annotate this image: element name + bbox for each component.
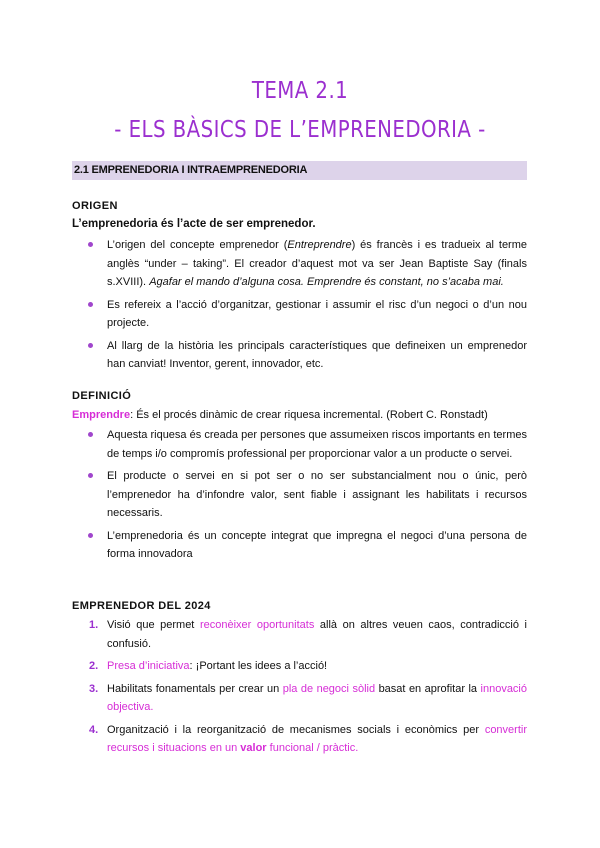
text-highlight: convertir recursos i situacions en un: [107, 723, 527, 754]
definicio-term: Emprendre: [72, 409, 131, 421]
emprenedor-list: [89, 616, 527, 762]
text: : És el procés dinàmic de crear riquesa incremental. (Robert C. Ronstadt): [130, 409, 488, 421]
list-number: 3.: [89, 682, 99, 695]
text: Al llarg de la història les principals característiques que defineixen un emprenedor han canviat! Inventor, gerent, innovador, etc.: [107, 339, 527, 370]
text: Visió que permet: [107, 619, 200, 631]
origen-list: [107, 236, 527, 378]
definicio-heading: DEFINICIÓ: [72, 390, 132, 402]
bullet-icon: [88, 533, 93, 538]
bullet-icon: [88, 343, 93, 348]
bullet-icon: [88, 242, 93, 247]
text-highlight: reconèixer oportunitats: [199, 619, 315, 631]
text-highlight: pla de negoci sòlid: [282, 682, 376, 695]
list-number: 4.: [89, 723, 99, 736]
text-highlight: funcional / pràctic.: [266, 742, 359, 754]
text-italic: Agafar el mando d’alguna cosa. Emprendre és constant, no s’acaba mai.: [149, 276, 504, 288]
list-number: 1.: [89, 619, 99, 631]
text: Organització i la reorganització de mecanismes socials i econòmics per: [107, 723, 485, 736]
definicio-text: [72, 406, 527, 424]
origen-heading: ORIGEN: [72, 200, 118, 212]
bullet-icon: [88, 432, 93, 437]
list-number: 2.: [89, 660, 99, 672]
text: L’origen del concepte emprenedor (: [107, 239, 288, 251]
page-title: TEMA 2.1: [251, 78, 349, 104]
list-item: [107, 426, 527, 463]
text: ) és francès i es tradueix al terme anglès “under – taking”. El creador d’aquest mot va ser Jean Baptiste Say (finals s.XVIII).: [107, 239, 528, 288]
section-header-label: 2.1 EMPRENEDORIA I INTRAEMPRENEDORIA: [74, 164, 308, 176]
text-highlight: innovació objectiva.: [107, 682, 527, 713]
text: Aquesta riquesa és creada per persones que assumeixen riscos importants en termes de temps i/o compromís professional per proporcionar valor a un producte o servei.: [107, 429, 527, 460]
list-item: [89, 721, 527, 758]
page-subtitle: - ELS BÀSICS DE L’EMPRENEDORIA -: [114, 117, 486, 143]
text-highlight: Presa d’iniciativa: [107, 660, 190, 672]
text: L’emprenedoria és un concepte integrat que impregna el negoci d’una persona de forma innovadora: [107, 529, 527, 560]
text: allà on altres veuen caos, contradicció i confusió.: [107, 619, 527, 650]
list-item: [89, 657, 527, 676]
text-italic: Entreprendre: [287, 239, 352, 251]
text: Habilitats fonamentals per crear un: [107, 682, 283, 695]
list-item: [107, 236, 527, 292]
origen-lead: L’emprenedoria és l’acte de ser emprenedor.: [72, 218, 316, 230]
text: El producte o servei en si pot ser o no ser substancialment nou o únic, però l’emprenedor ha d’infondre valor, sent fiable i assignant les habilitats i recursos necessaris.: [107, 470, 527, 519]
list-item: [107, 337, 527, 374]
text: : ¡Portant les idees a l’acció!: [189, 660, 328, 672]
text: basat en aprofitar la: [375, 682, 481, 695]
list-item: [107, 467, 527, 523]
text: Es refereix a l’acció d’organitzar, gestionar i assumir el risc d’un negoci o d’un nou projecte.: [107, 298, 527, 329]
section-header: [72, 161, 527, 180]
definicio-list: [107, 426, 527, 568]
list-item: [107, 296, 527, 333]
bullet-icon: [88, 473, 93, 478]
bullet-icon: [88, 302, 93, 307]
text-highlight-bold: valor: [240, 742, 267, 754]
list-item: [107, 527, 527, 564]
list-item: [89, 680, 527, 717]
list-item: [89, 616, 527, 653]
emprenedor-heading: EMPRENEDOR DEL 2024: [72, 600, 211, 612]
